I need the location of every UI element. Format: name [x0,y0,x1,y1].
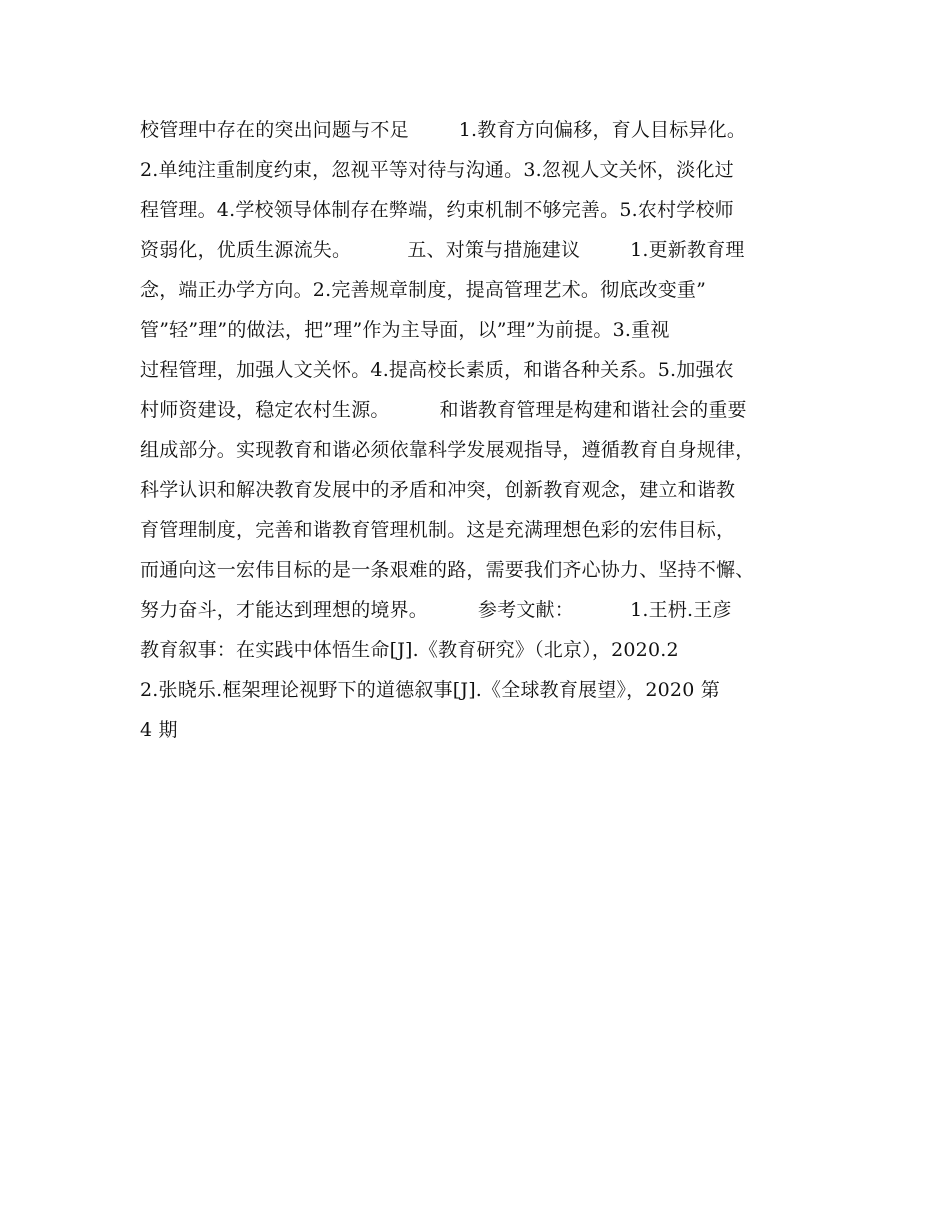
text-line: 念，端正办学方向。2.完善规章制度，提高管理艺术。彻底改变重” [140,279,707,301]
text-line: 科学认识和解决教育发展中的矛盾和冲突，创新教育观念，建立和谐教 [140,479,736,501]
text-line: 管”轻”理”的做法，把”理”作为主导面，以”理”为前提。3.重视 [140,319,670,341]
reference-line: 2.张晓乐.框架理论视野下的道德叙事[J].《全球教育展望》，2020 第 [140,679,720,701]
text-line: 校管理中存在的突出问题与不足 1.教育方向偏移，育人目标异化。 [140,119,747,141]
text-line: 组成部分。实现教育和谐必须依靠科学发展观指导，遵循教育自身规律， [140,439,755,461]
reference-line: 4 期 [140,719,178,741]
text-line: 2.单纯注重制度约束，忽视平等对待与沟通。3.忽视人文关怀，淡化过 [140,159,734,181]
text-line: 过程管理，加强人文关怀。4.提高校长素质，和谐各种关系。5.加强农 [140,359,734,381]
reference-line: 教育叙事：在实践中体悟生命[J].《教育研究》（北京），2020.2 [140,639,679,661]
text-line: 程管理。4.学校领导体制存在弊端，约束机制不够完善。5.农村学校师 [140,199,734,221]
text-line: 努力奋斗，才能达到理想的境界。 参考文献： 1.王枬.王彦 [140,599,732,621]
text-line: 而通向这一宏伟目标的是一条艰难的路，需要我们齐心协力、坚持不懈、 [140,559,755,581]
text-line: 村师资建设，稳定农村生源。 和谐教育管理是构建和谐社会的重要 [140,399,747,421]
body-text [140,110,840,750]
text-line: 资弱化，优质生源流失。 五、对策与措施建议 1.更新教育理 [140,239,745,261]
text-line: 育管理制度，完善和谐教育管理机制。这是充满理想色彩的宏伟目标， [140,519,736,541]
